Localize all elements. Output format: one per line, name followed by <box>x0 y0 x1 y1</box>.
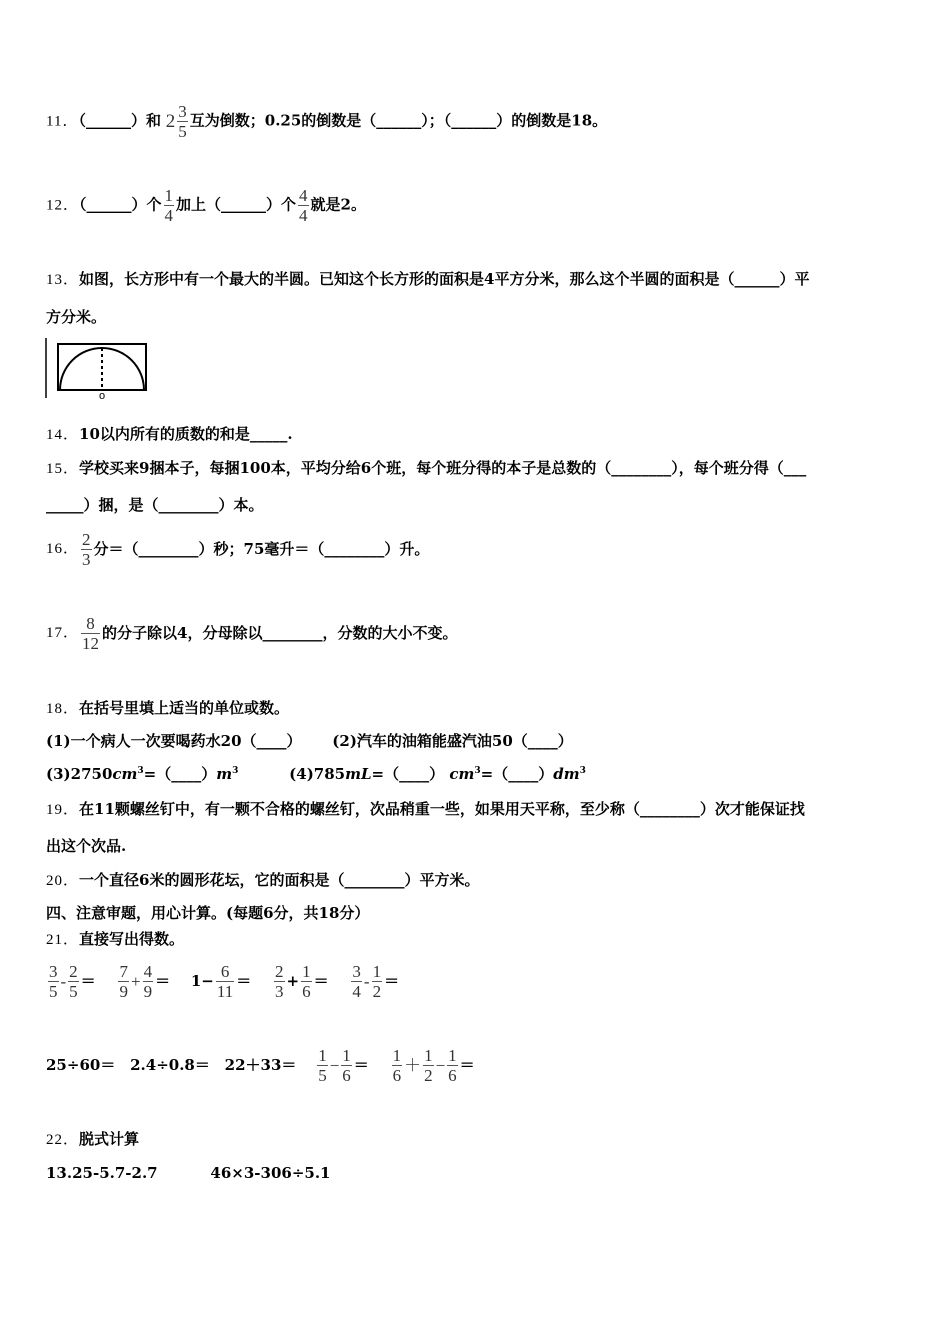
fraction: $\frac{4}{4}$ <box>299 186 308 225</box>
question-number: 20． <box>46 873 80 889</box>
calc-item: 22＋33＝ <box>224 1056 297 1074</box>
question-text: 学校买来9捆本子，每捆100本，平均分给6个班，每个班分得的本子是总数的（________），每个班分得（___ <box>79 459 807 477</box>
mixed-number-fraction: $\frac{3}{5}$ <box>178 102 187 141</box>
question-number: 19． <box>46 802 80 818</box>
question-number: 21． <box>46 932 80 948</box>
question-15-continued <box>46 498 264 513</box>
question-22-expressions <box>46 1166 331 1181</box>
expression-1: 13.25-5.7-2.7 <box>46 1164 158 1182</box>
fraction: $\frac{2}{3}$ <box>82 530 91 569</box>
question-16 <box>46 530 429 569</box>
question-13-continued <box>46 310 106 325</box>
question-text: 加上（______）个 <box>176 195 297 214</box>
calc-item: $\frac{1}{5}$ − $\frac{1}{6}$ ＝ <box>318 1046 369 1085</box>
calc-item: 1− $\frac{6}{11}$ ＝ <box>190 962 252 1001</box>
question-number: 13． <box>46 272 80 288</box>
sub-question-4: (4)785mL=（____） $cm^3=(\_\_\_\_)dm^3$ <box>289 765 586 783</box>
answer-blank: （______） <box>78 111 146 130</box>
question-text: 的分子除以4，分母除以________，分数的大小不变。 <box>102 624 458 642</box>
question-text: 方分米。 <box>46 308 107 326</box>
calc-item: $\frac{3}{5}$ - $\frac{2}{5}$ ＝ <box>49 962 96 1001</box>
question-19-continued <box>46 839 126 854</box>
question-11 <box>46 102 607 141</box>
question-number: 14． <box>46 427 80 443</box>
question-text: 就是2。 <box>310 195 366 214</box>
section-title: 四、注意审题，用心计算。(每题6分，共18分） <box>46 904 370 922</box>
question-number: 11． <box>46 113 79 130</box>
question-text: 直接写出得数。 <box>79 930 185 948</box>
question-text: 出这个次品. <box>46 837 127 855</box>
calc-item: 2.4÷0.8＝ <box>130 1056 210 1074</box>
question-text: 在11颗螺丝钉中，有一颗不合格的螺丝钉，次品稍重一些，如果用天平称，至少称（________）次才能保证找 <box>79 800 805 818</box>
question-number: 18． <box>46 701 80 717</box>
question-18 <box>46 701 289 717</box>
center-label: o <box>99 390 106 402</box>
question-15 <box>46 461 806 477</box>
question-text: 10以内所有的质数的和是_____. <box>79 425 293 443</box>
question-14 <box>46 427 293 443</box>
calc-item: $\frac{3}{4}$ - $\frac{1}{2}$ ＝ <box>352 962 400 1001</box>
question-text: 如图，长方形中有一个最大的半圆。已知这个长方形的面积是4平方分米，那么这个半圆的面积是（______）平 <box>79 270 810 288</box>
question-21 <box>46 932 184 948</box>
calc-item: 25÷60＝ <box>46 1056 116 1074</box>
mixed-number-whole: 2 <box>165 111 176 132</box>
question-text: （______）个 <box>79 195 162 214</box>
question-text: _____）捆，是（________）本。 <box>46 496 264 514</box>
expression-2: 46×3-306÷5.1 <box>210 1164 331 1182</box>
calc-row-1 <box>46 962 399 1001</box>
section-heading <box>46 906 369 921</box>
semicircle-in-rectangle-figure <box>44 336 150 402</box>
calc-item: $\frac{2}{3}$ + $\frac{1}{6}$ ＝ <box>275 962 329 1001</box>
question-20 <box>46 873 479 889</box>
question-number: 12． <box>46 197 80 214</box>
question-text: 脱式计算 <box>79 1130 140 1148</box>
fraction: $\frac{8}{12}$ <box>82 614 100 653</box>
sub-question-1: (1)一个病人一次要喝药水20（____） <box>46 732 302 750</box>
question-text: 一个直径6米的圆形花坛，它的面积是（________）平方米。 <box>79 871 480 889</box>
question-number: 22． <box>46 1132 80 1148</box>
question-number: 15． <box>46 461 80 477</box>
sub-question-2: (2)汽车的油箱能盛汽油50（____） <box>332 732 573 750</box>
question-13 <box>46 272 809 288</box>
question-22 <box>46 1132 139 1148</box>
calc-item: $\frac{7}{9}$ + $\frac{4}{9}$ ＝ <box>119 962 171 1001</box>
question-12 <box>46 186 366 225</box>
question-number: 17． <box>46 625 80 641</box>
question-18-subitems-1 <box>46 734 573 749</box>
question-18-subitems-2 <box>46 767 586 782</box>
question-text: 和 <box>145 111 161 130</box>
question-17 <box>46 614 457 653</box>
question-19 <box>46 802 805 818</box>
sub-question-3: $(3)2750cm^3=(\_\_\_\_)m^3$ <box>46 765 239 783</box>
fraction: $\frac{1}{4}$ <box>164 186 174 225</box>
question-text: 互为倒数；0.25的倒数是（______）；（______）的倒数是18。 <box>189 111 608 130</box>
calc-item: $\frac{1}{6}$ ＋ $\frac{1}{2}$ − $\frac{1}{6}$ ＝ <box>392 1046 475 1085</box>
question-text: 分＝（________）秒；75毫升＝（________）升。 <box>93 540 430 558</box>
question-text: 在括号里填上适当的单位或数。 <box>79 699 290 717</box>
calc-row-2 <box>46 1046 475 1085</box>
question-number: 16． <box>46 541 80 557</box>
